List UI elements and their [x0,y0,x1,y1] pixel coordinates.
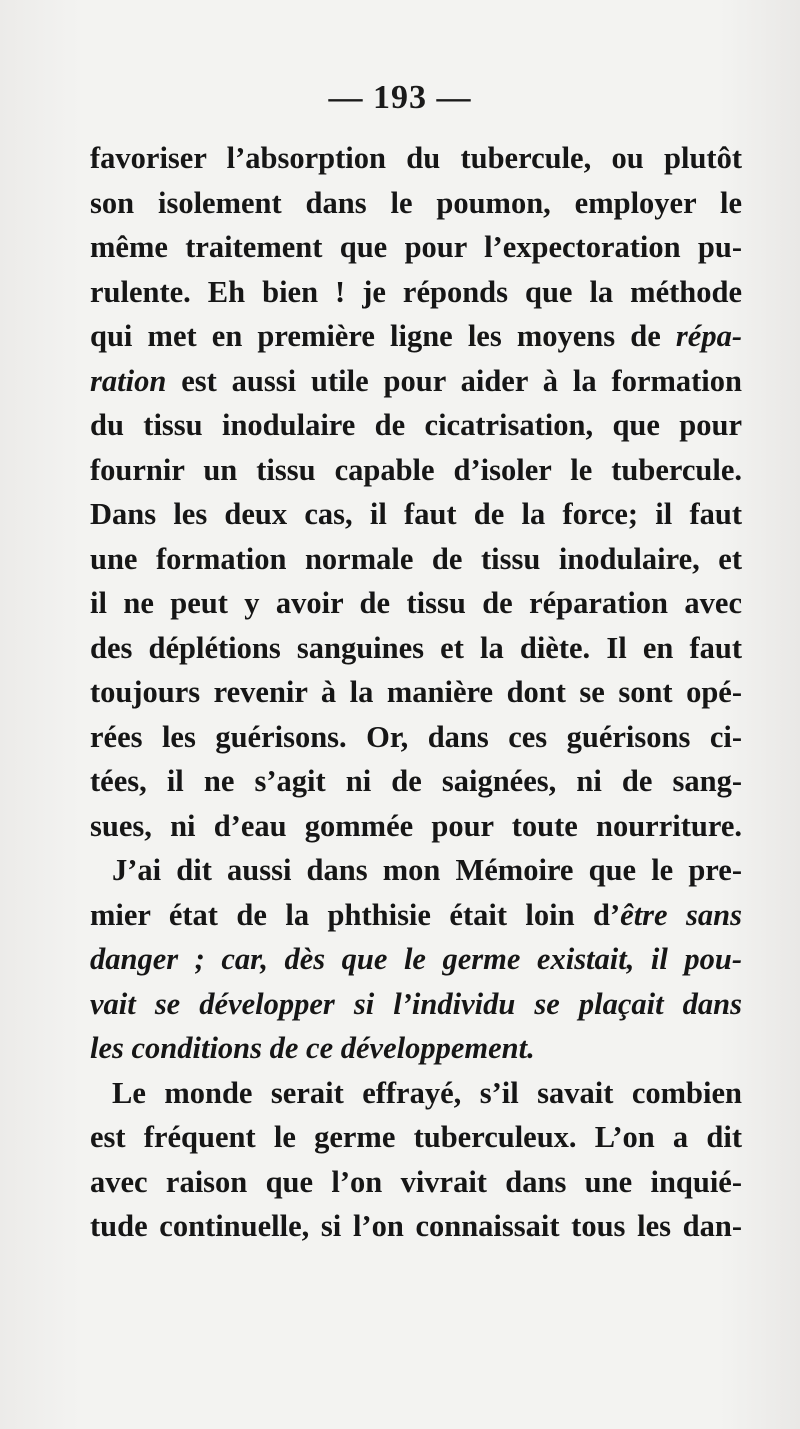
text-roman: qui met en première ligne les moyens de [90,319,676,353]
text-line-mixed [90,359,742,404]
text-line: rées les guérisons. Or, dans ces guérisons ci- [90,719,742,754]
text-line: avec raison que l’on vivrait dans une inquié- [90,1164,742,1199]
text-line: une formation normale de tissu inodulaire, et [90,541,742,576]
text-line-mixed [90,314,742,359]
text-line-italic: les conditions de ce développement. [90,1031,535,1065]
text-line-mixed [90,893,742,938]
text-line: sues, ni d’eau gommée pour toute nourriture. [90,808,742,843]
body-text [90,136,742,1249]
text-roman: est aussi utile pour aider à la formation [166,363,742,398]
text-line: des déplétions sanguines et la diète. Il en faut [90,630,742,665]
text-line: tées, il ne s’agit ni de saignées, ni de sang- [90,764,742,798]
text-line: toujours revenir à la manière dont se sont opé- [90,675,742,709]
text-line: son isolement dans le poumon, employer le [90,185,742,220]
text-line: Le monde serait effrayé, s’il savait combien [112,1075,742,1110]
text-line: est fréquent le germe tuberculeux. L’on a dit [90,1120,742,1154]
text-line: favoriser l’absorption du tubercule, ou plutôt [90,141,742,175]
text-line-italic: vait se développer si l’individu se plaçait dans [90,986,742,1021]
text-line: du tissu inodulaire de cicatrisation, que pour [90,408,742,442]
text-line: Dans les deux cas, il faut de la force; il faut [90,497,742,531]
text-line: rulente. Eh bien ! je réponds que la méthode [90,274,742,309]
text-line: même traitement que pour l’expectoration pu- [90,230,742,264]
text-line-italic: danger ; car, dès que le germe existait, il pou- [90,942,742,976]
page-number-header: — 193 — [328,79,472,116]
text-roman: mier état de la phthisie était loin d’ [90,897,621,932]
text-italic: répa- [675,319,742,353]
text-line: il ne peut y avoir de tissu de réparation avec [90,586,742,620]
text-line: J’ai dit aussi dans mon Mémoire que le pre- [112,853,742,887]
text-line: tude continuelle, si l’on connaissait tous les dan- [90,1209,742,1243]
text-italic: ration [90,363,167,398]
text-italic: être sans [620,897,742,932]
text-line: fournir un tissu capable d’isoler le tubercule. [90,452,742,487]
